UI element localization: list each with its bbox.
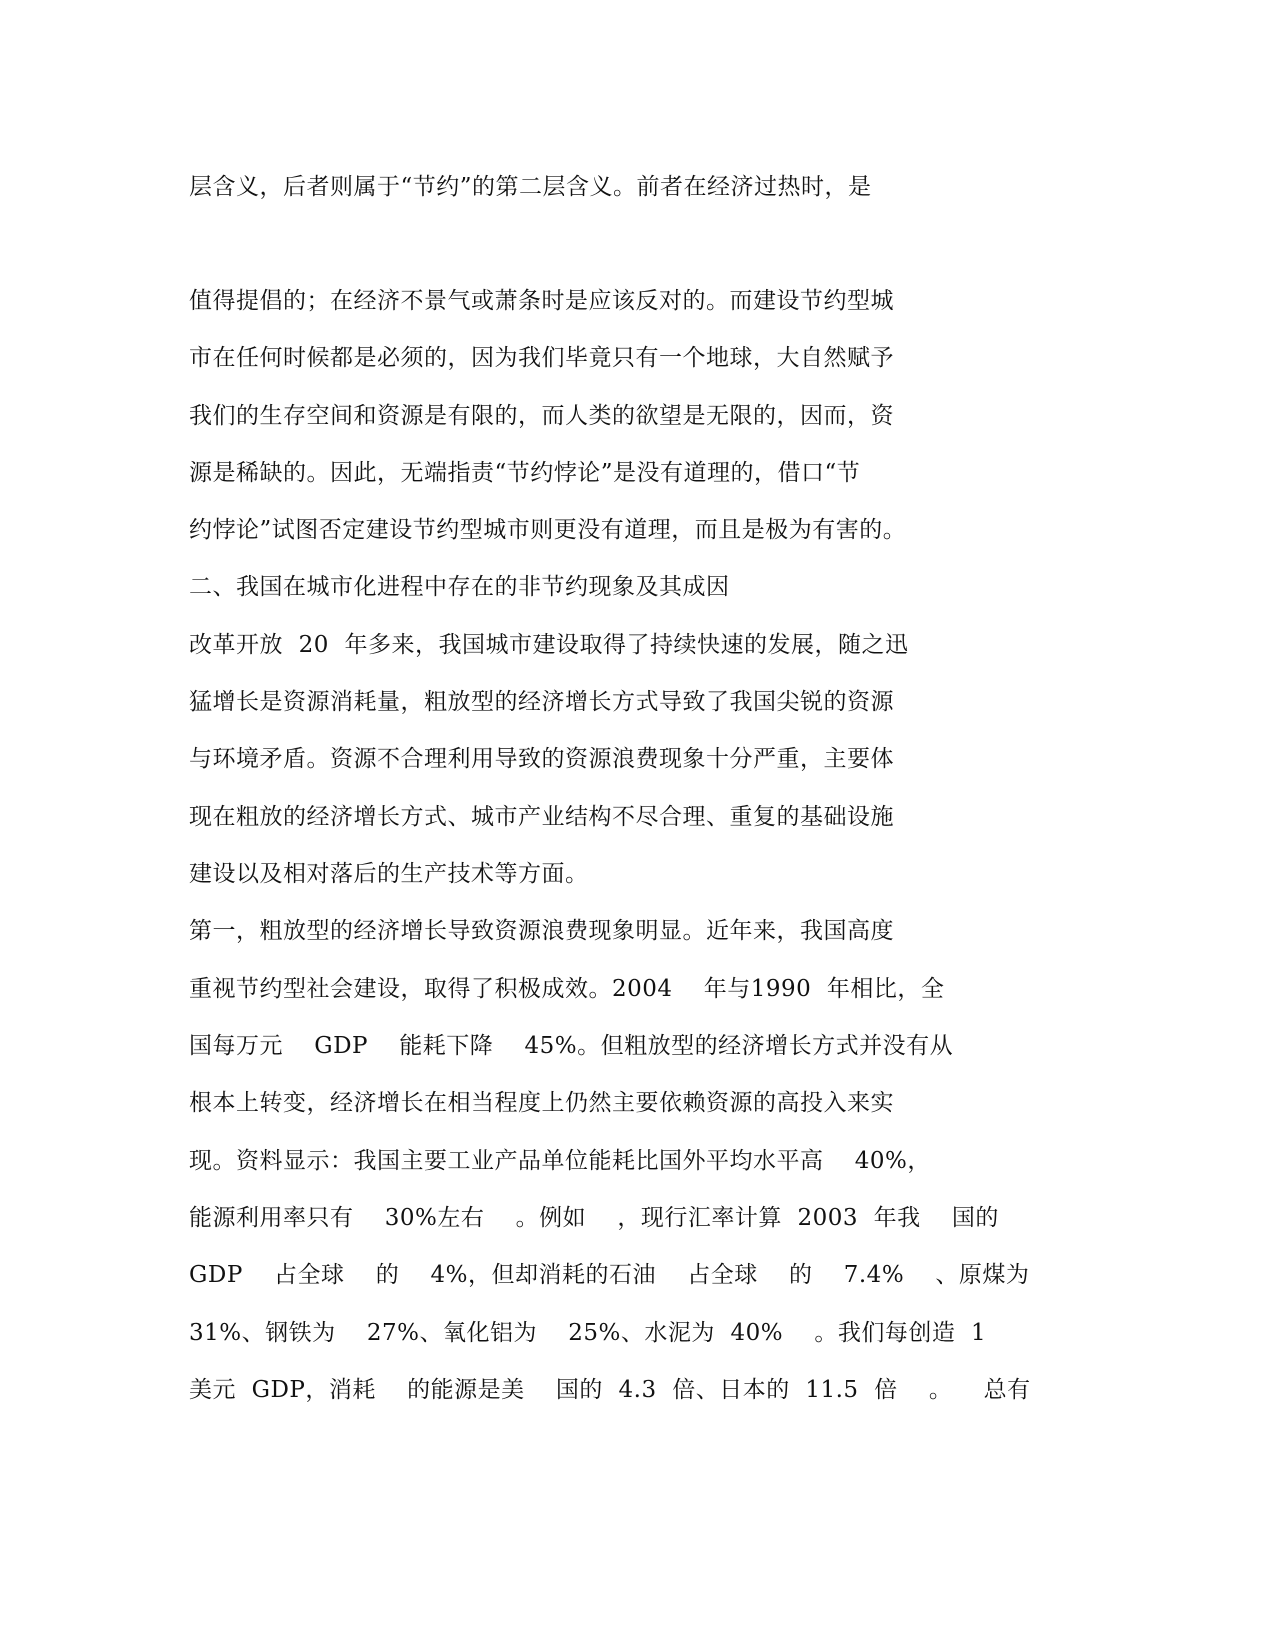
text-line: 猛增长是资源消耗量，粗放型的经济增长方式导致了我国尖锐的资源	[189, 689, 894, 715]
text-line: 国每万元 GDP 能耗下降 45%。但粗放型的经济增长方式并没有从	[189, 1033, 954, 1059]
section-heading: 二、我国在城市化进程中存在的非节约现象及其成因	[189, 574, 730, 600]
text-line: 我们的生存空间和资源是有限的，而人类的欲望是无限的，因而，资	[189, 403, 894, 429]
text-line: 约悖论”试图否定建设节约型城市则更没有道理，而且是极为有害的。	[189, 517, 907, 543]
text-line: 值得提倡的；在经济不景气或萧条时是应该反对的。而建设节约型城	[189, 288, 894, 314]
text-line: 源是稀缺的。因此，无端指责“节约悖论”是没有道理的，借口“节	[189, 460, 861, 486]
text-line: 31%、钢铁为 27%、氧化铝为 25%、水泥为 40% 。我们每创造 1	[189, 1320, 987, 1346]
text-line: 能源利用率只有 30%左右 。例如 ，现行汇率计算 2003 年我 国的	[189, 1205, 999, 1231]
text-line: 重视节约型社会建设，取得了积极成效。2004 年与1990 年相比，全	[189, 976, 945, 1002]
text-line: 改革开放 20 年多来，我国城市建设取得了持续快速的发展，随之迅	[189, 632, 909, 658]
text-line: 根本上转变，经济增长在相当程度上仍然主要依赖资源的高投入来实	[189, 1090, 894, 1116]
text-line: 与环境矛盾。资源不合理利用导致的资源浪费现象十分严重，主要体	[189, 746, 894, 772]
text-line: 美元 GDP，消耗 的能源是美 国的 4.3 倍、日本的 11.5 倍 。 总有	[189, 1377, 1031, 1403]
text-line: 现。资料显示：我国主要工业产品单位能耗比国外平均水平高 40%，	[189, 1148, 931, 1174]
text-line: 第一，粗放型的经济增长导致资源浪费现象明显。近年来，我国高度	[189, 918, 894, 944]
text-line: 市在任何时候都是必须的，因为我们毕竟只有一个地球，大自然赋予	[189, 345, 894, 371]
text-line: 层含义，后者则属于“节约”的第二层含义。前者在经济过热时，是	[189, 174, 872, 200]
text-line: 建设以及相对落后的生产技术等方面。	[189, 861, 589, 887]
text-line: 现在粗放的经济增长方式、城市产业结构不尽合理、重复的基础设施	[189, 804, 894, 830]
text-line: GDP 占全球 的 4%，但却消耗的石油 占全球 的 7.4% 、原煤为	[189, 1262, 1030, 1288]
